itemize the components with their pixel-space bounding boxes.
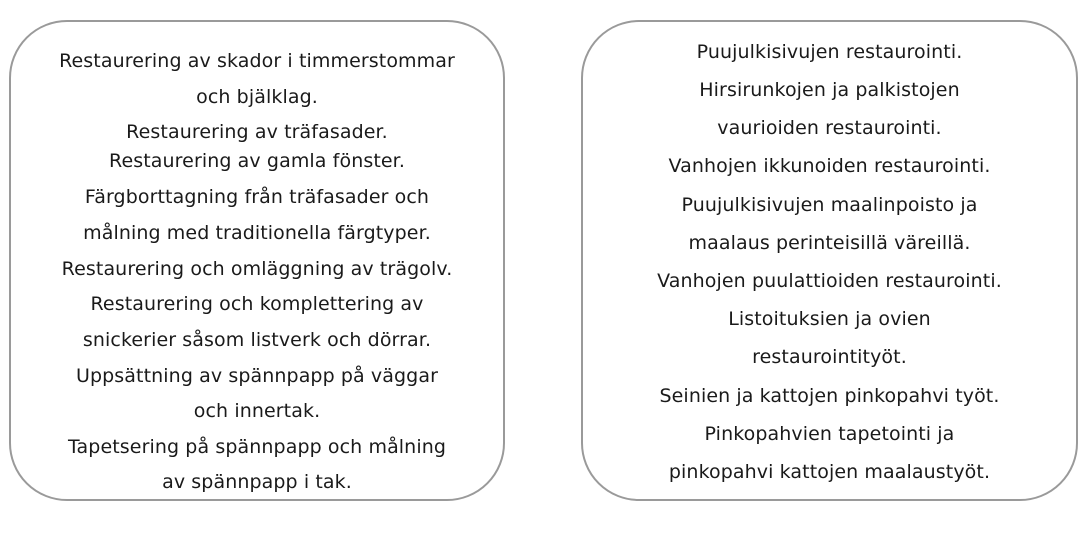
service-line: Pinkopahvien tapetointi ja [704, 423, 955, 445]
service-line: maalaus perinteisillä väreillä. [688, 232, 971, 254]
service-line: Seinien ja kattojen pinkopahvi työt. [659, 385, 1000, 407]
service-line: Restaurering av skador i timmerstommar [59, 50, 455, 72]
service-line: Tapetsering på spännpapp och målning [67, 436, 447, 458]
service-line: målning med traditionella färgtyper. [83, 222, 431, 244]
service-line: och bjälklag. [196, 86, 318, 108]
service-line: Uppsättning av spännpapp på väggar [75, 365, 438, 387]
finnish-services-panel [581, 20, 1078, 501]
service-line: Vanhojen puulattioiden restaurointi. [657, 270, 1002, 292]
service-line: Restaurering av gamla fönster. [109, 150, 405, 172]
service-line: Restaurering av träfasader. [126, 121, 388, 143]
service-line: Puujulkisivujen restaurointi. [696, 41, 963, 63]
service-line: restaurointityöt. [752, 346, 907, 368]
service-line: och innertak. [193, 400, 321, 422]
service-line: Vanhojen ikkunoiden restaurointi. [668, 155, 991, 177]
service-line: snickerier såsom listverk och dörrar. [82, 329, 432, 351]
service-line: Hirsirunkojen ja palkistojen [699, 79, 960, 101]
service-line: Listoituksien ja ovien [728, 308, 931, 330]
service-line: Färgborttagning från träfasader och [84, 186, 430, 208]
swedish-services-panel [9, 20, 505, 501]
service-line: Restaurering och omläggning av trägolv. [61, 258, 453, 280]
service-line: vaurioiden restaurointi. [717, 117, 942, 139]
service-line: Puujulkisivujen maalinpoisto ja [681, 194, 978, 216]
service-line: pinkopahvi kattojen maalaustyöt. [668, 461, 991, 483]
service-line: Restaurering och komplettering av [90, 293, 424, 315]
service-line: av spännpapp i tak. [162, 471, 352, 493]
